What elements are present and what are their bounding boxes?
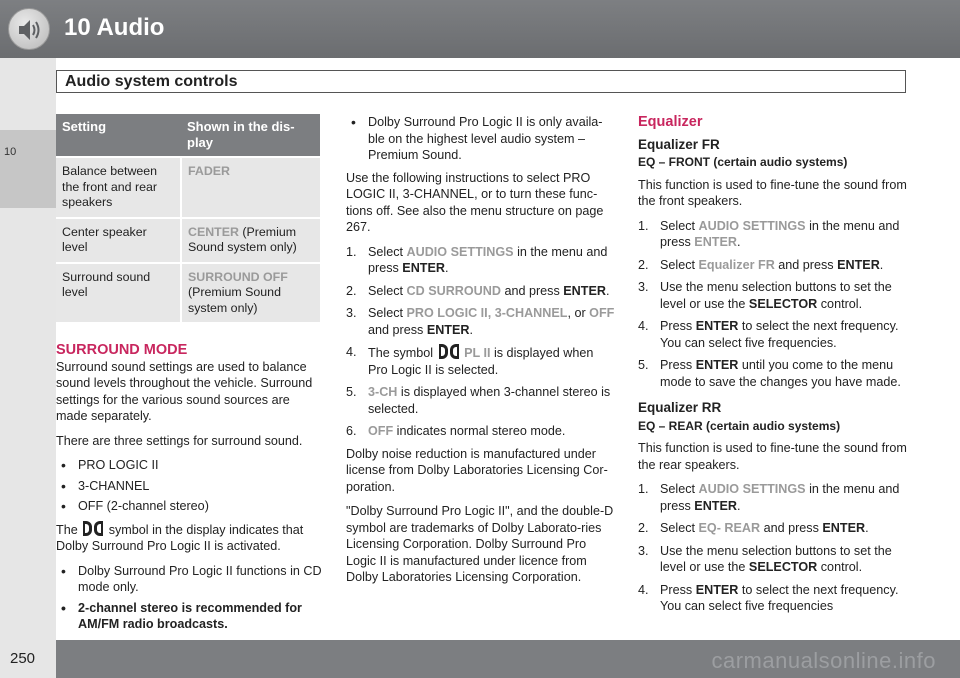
equalizer-rr-subtitle: EQ – REAR (certain audio systems) (638, 418, 841, 433)
surround-mode-heading: SURROUND MODE (56, 342, 188, 358)
step-text: . (736, 498, 741, 513)
speaker-logo (8, 8, 50, 50)
step-text: in the menu and press (660, 218, 900, 249)
table-cell-display (181, 263, 320, 323)
display-code: SURROUND OFF (188, 269, 288, 284)
equalizer-fr-steps (638, 218, 908, 391)
step-text: Select (660, 257, 699, 272)
step-number: 1. (638, 218, 649, 233)
step-code: CD SURROUND (406, 283, 501, 298)
premium-note-list (346, 114, 616, 164)
list-item (346, 305, 616, 338)
instructions-text: Use the following instructions to select PRO LOGIC II, 3-CHANNEL, or to turn these func-tions off. See also the menu structure on page 267. (346, 170, 604, 234)
section-title: Audio system controls (65, 73, 238, 90)
step-text: Use the menu selection buttons to set the level or use the (660, 543, 892, 574)
step-code: 3-CH (368, 385, 398, 399)
table-row (56, 157, 320, 218)
table-cell-display (181, 157, 320, 218)
step-text: Press (660, 582, 696, 597)
step-code: OFF (368, 424, 394, 438)
step-text: indicates normal stereo mode. (393, 424, 566, 438)
step-number: 5. (346, 385, 357, 399)
step-code: , (487, 306, 495, 320)
step-key: ENTER (695, 358, 739, 372)
step-code: Equalizer FR (698, 257, 775, 272)
list-item (346, 384, 616, 417)
list-item (638, 543, 908, 576)
list-item: • 2-channel stereo is recommended for AM/FM radio broadcasts. (56, 600, 322, 633)
step-number: 3. (638, 543, 649, 558)
table-cell-setting: Surround sound level (56, 263, 181, 323)
surround-notes-list (56, 563, 322, 633)
step-text: until you come to the menu mode to save the changes you have made. (660, 358, 901, 389)
list-item (346, 244, 616, 277)
step-code: 3-CHANNEL (494, 306, 568, 320)
step-number: 5. (638, 358, 649, 372)
step-text: and press (500, 283, 564, 298)
step-text: Select (660, 482, 699, 496)
step-text: control. (817, 296, 863, 311)
step-code: PRO LOGIC II (406, 306, 488, 320)
display-code: CENTER (188, 224, 239, 239)
dolby-double-d-icon (439, 344, 459, 359)
equalizer-fr-desc: This function is used to fine-tune the sound from the front speakers. (638, 177, 907, 208)
step-text: in the menu and press (660, 482, 900, 513)
list-item (638, 582, 908, 615)
dolby-trademark-text: "Dolby Surround Pro Logic II", and the double-D symbol are trademarks of Dolby Laborato-ries Licensing Corporation. Dolby Surround Pro Logic II is manufactured under licence from Dolby Laboratories Licensing Corporation. (346, 504, 614, 584)
step-code: OFF (589, 306, 615, 320)
step-text: Select (368, 306, 407, 320)
step-key: ENTER (402, 261, 445, 275)
list-item (638, 520, 908, 537)
step-text: is displayed when 3-channel stereo is selected. (368, 385, 611, 416)
list-item: • Dolby Surround Pro Logic II functions in CD mode only. (56, 563, 322, 596)
surround-steps (346, 244, 616, 440)
step-key: ENTER (563, 283, 606, 298)
display-note: (Premium Sound system only) (188, 224, 297, 254)
step-text: The symbol (368, 346, 434, 360)
table-header-display: Shown in the dis-play (181, 114, 320, 157)
list-item (638, 279, 908, 312)
step-text: . (605, 283, 610, 298)
list-item (638, 357, 908, 390)
step-key: ENTER (837, 257, 880, 272)
step-number: 2. (638, 521, 649, 535)
surround-three-settings: There are three settings for surround sound. (56, 433, 303, 448)
table-row (56, 263, 320, 323)
equalizer-heading: Equalizer (638, 114, 703, 130)
equalizer-rr-desc: This function is used to fine-tune the sound from the rear speakers. (638, 441, 907, 472)
step-key: ENTER (694, 498, 737, 513)
chapter-tab-label: 10 (4, 146, 17, 158)
step-text: . (736, 235, 741, 249)
step-text: . (879, 257, 884, 272)
settings-table (56, 114, 320, 322)
list-item: • Dolby Surround Pro Logic II is only availa-ble on the highest level audio system – Premium Sound. (346, 114, 616, 164)
table-cell-setting: Center speaker level (56, 218, 181, 263)
step-text: . (469, 322, 473, 337)
step-text: Select (660, 218, 699, 233)
step-number: 2. (346, 283, 357, 298)
list-item (638, 318, 908, 351)
display-note: (Premium Sound system only) (188, 285, 281, 315)
step-text: Select (368, 244, 407, 259)
step-text: and press (760, 521, 823, 535)
step-code: ENTER (694, 235, 737, 249)
step-text: and press (774, 257, 838, 272)
step-text: . (865, 521, 869, 535)
symbol-post: symbol in the display indicates that Dolby Surround Pro Logic II is activated. (56, 522, 304, 553)
list-item (638, 257, 908, 274)
display-code: FADER (188, 164, 230, 178)
step-key: ENTER (822, 521, 866, 535)
step-code: AUDIO SETTINGS (406, 244, 514, 259)
table-cell-display (181, 218, 320, 263)
table-row (56, 218, 320, 263)
step-text: in the menu and press (368, 244, 608, 275)
equalizer-fr-title: Equalizer FR (638, 136, 720, 152)
step-code: AUDIO SETTINGS (698, 218, 806, 233)
table-header-setting: Setting (56, 114, 181, 157)
step-number: 4. (638, 582, 649, 597)
step-number: 1. (346, 244, 357, 259)
page-number: 250 (10, 650, 36, 667)
step-number: 3. (346, 306, 357, 320)
step-number: 4. (346, 345, 357, 359)
step-code: EQ- REAR (698, 521, 761, 535)
step-text: Use the menu selection buttons to set the level or use the (660, 280, 892, 311)
chapter-title: 10 Audio (64, 14, 165, 41)
list-item (638, 218, 908, 251)
step-number: 3. (638, 280, 649, 294)
symbol-pre: The (56, 522, 78, 537)
column-3 (638, 114, 908, 621)
table-cell-setting: Balance between the front and rear speakers (56, 157, 181, 218)
surround-options-list (56, 457, 322, 515)
step-key: ENTER (695, 582, 739, 597)
step-text: to select the next frequency. You can select five frequencies (660, 582, 899, 613)
speaker-icon (16, 17, 44, 43)
step-key: ENTER (695, 319, 739, 333)
step-number: 4. (638, 319, 649, 333)
list-item: • OFF (2-channel stereo) (56, 498, 322, 515)
list-item (346, 423, 616, 440)
step-key: SELECTOR (748, 560, 818, 574)
step-key: ENTER (426, 322, 470, 337)
list-item (346, 344, 616, 378)
column-2 (346, 114, 616, 594)
step-text: Press (660, 358, 696, 372)
step-text: Press (660, 319, 696, 333)
step-number: 1. (638, 482, 649, 496)
step-text: control. (817, 560, 863, 574)
step-text: to select the next frequency. You can select five frequencies. (660, 319, 899, 350)
step-text: is displayed when Pro Logic II is selected. (368, 346, 594, 377)
step-code: AUDIO SETTINGS (698, 482, 806, 496)
step-code: PL II (464, 346, 491, 360)
list-item: • 3-CHANNEL (56, 478, 322, 495)
list-item (638, 481, 908, 514)
dolby-double-d-icon (83, 521, 103, 536)
section-title-box (56, 70, 906, 93)
surround-intro: Surround sound settings are used to balance sound levels throughout the vehicle. Surround settings for the various sound sources are made separately. (56, 359, 313, 423)
dolby-license-text: Dolby noise reduction is manufactured under license from Dolby Laboratories Licensing Cor-poration. (346, 446, 608, 494)
table-header-row (56, 114, 320, 157)
equalizer-rr-steps (638, 481, 908, 615)
list-item (346, 283, 616, 300)
step-text: , or (567, 306, 590, 320)
step-text: . (444, 261, 449, 275)
chapter-tab (0, 130, 56, 208)
column-1 (56, 114, 322, 639)
step-number: 2. (638, 257, 649, 272)
step-text: Select (368, 283, 407, 298)
step-text: and press (368, 322, 427, 337)
dolby-symbol-text (56, 521, 322, 555)
step-text: Select (660, 521, 699, 535)
step-number: 6. (346, 424, 357, 438)
watermark: carmanualsonline.info (711, 648, 936, 673)
list-item: • PRO LOGIC II (56, 457, 322, 474)
equalizer-fr-subtitle: EQ – FRONT (certain audio systems) (638, 155, 848, 169)
step-key: SELECTOR (748, 296, 818, 311)
equalizer-rr-title: Equalizer RR (638, 400, 722, 415)
